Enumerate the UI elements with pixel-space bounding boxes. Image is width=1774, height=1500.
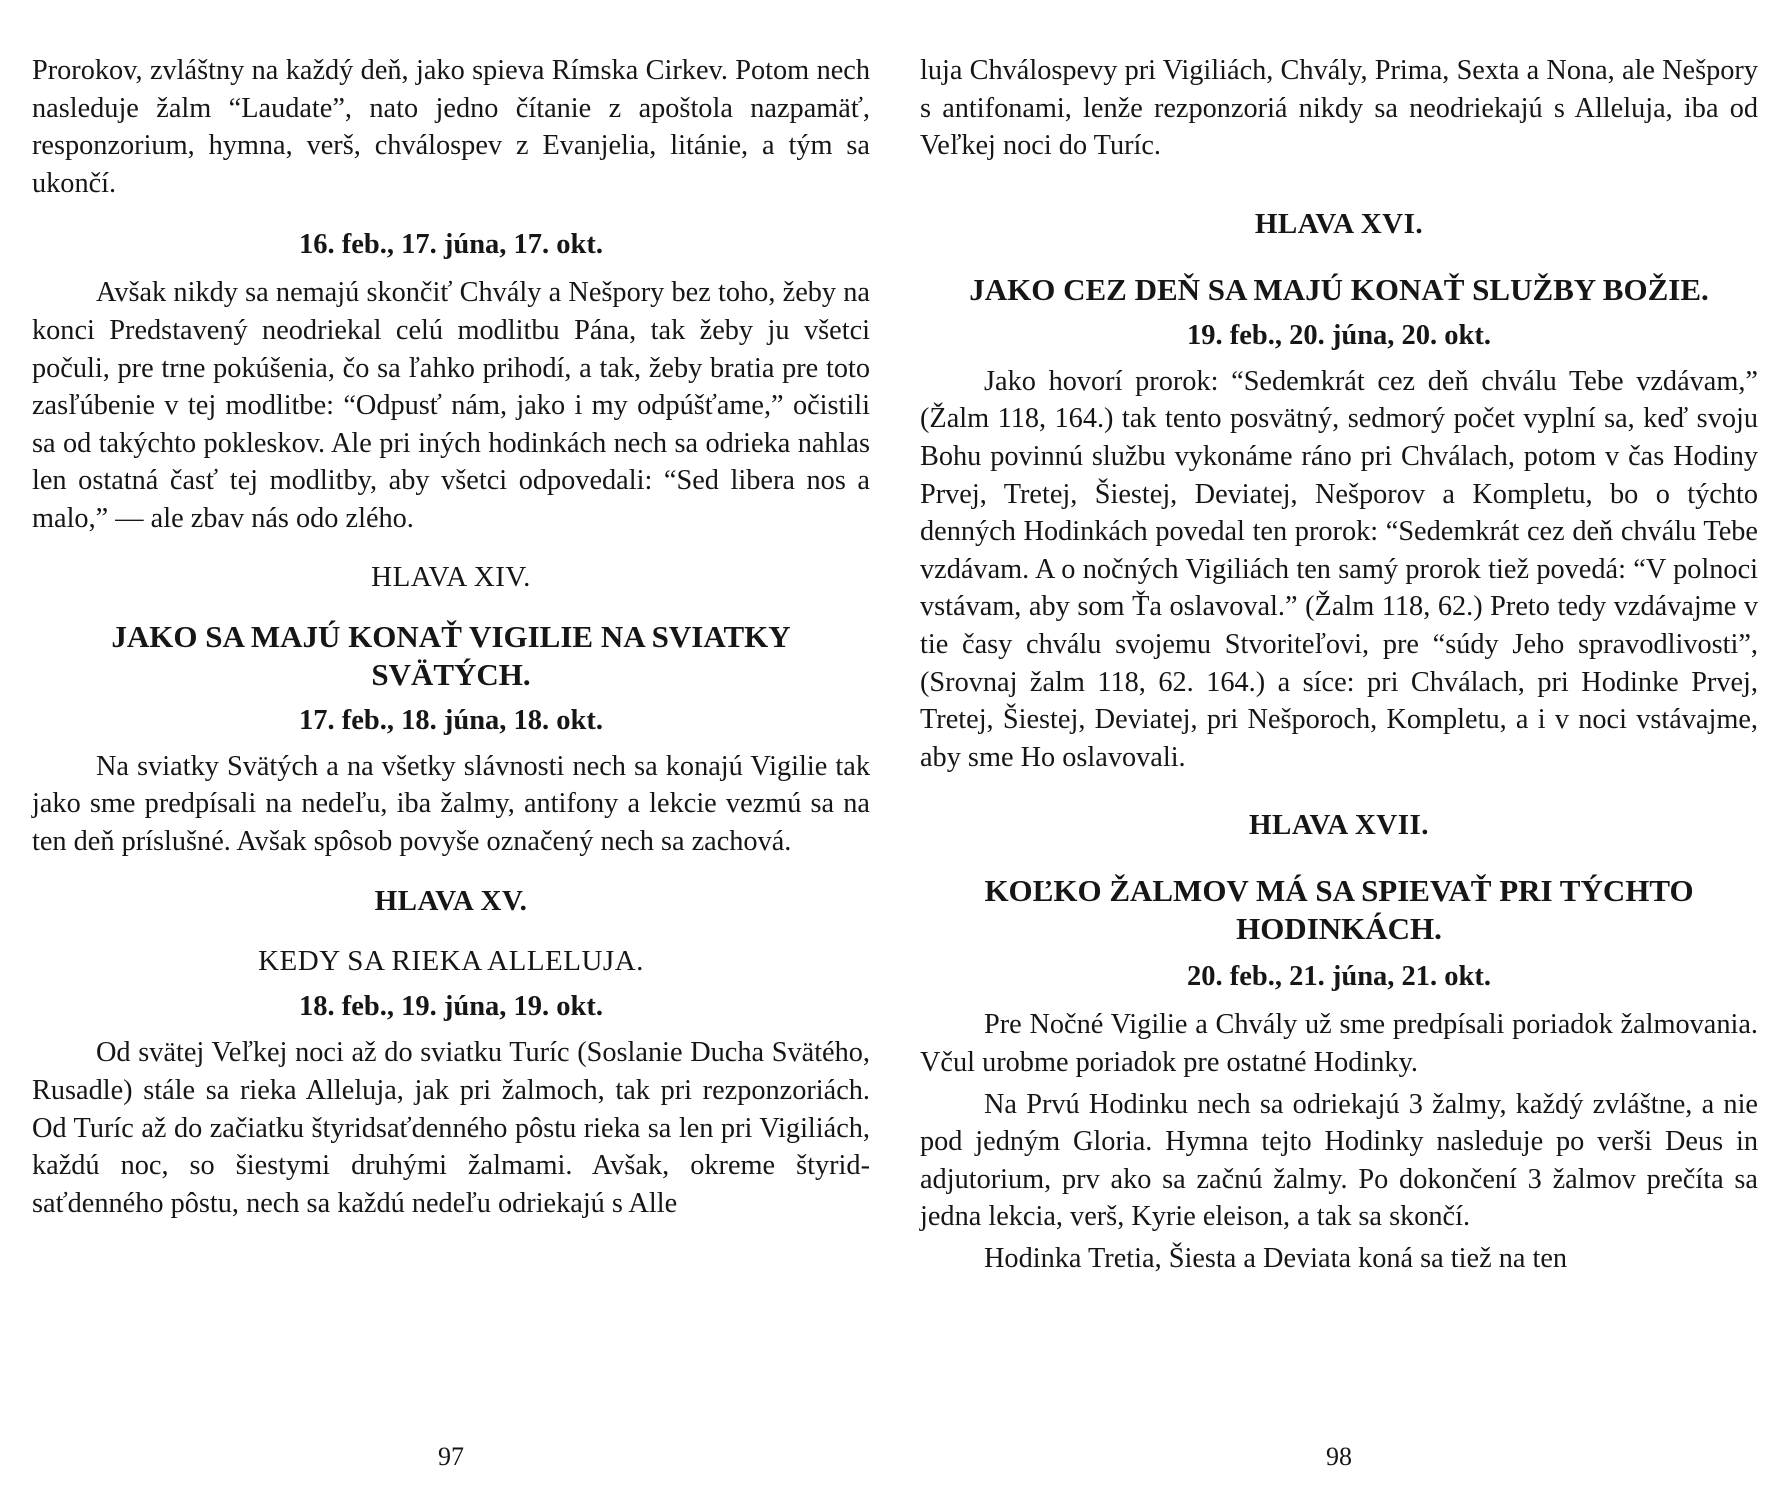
paragraph: Od svätej Veľkej noci až do sviatku Turíc (Soslanie Ducha Svätého, Rusadle) stále sa rieka Alleluja, jak pri žalmoch, tak pri rezponzoriách. Od Turíc až do začiatku štyridsaťdenného pôstu rieka sa len pri Vigiliách, každú noc, so šiestymi druhými žalmami. Avšak, okreme štyridsaťdenného pôstu, nech sa každú nedeľu odriekajú s Alle — [32, 1037, 870, 1219]
chapter-title: JAKO CEZ DEŇ SA MAJÚ KONAŤ SLUŽBY BOŽIE. — [969, 271, 1709, 307]
chapter-title: KEDY SA RIEKA ALLELUJA. — [258, 945, 644, 978]
paragraph: luja Chválospevy pri Vigiliách, Chvály, Prima, Sexta a Nona, ale Nešpory s antifonami, lenže rezponzoriá nikdy sa neodriekajú s Alleluja, iba od Veľkej noci do Turíc. — [920, 55, 1758, 162]
paragraph: Hodinka Tretia, Šiesta a Deviata koná sa tiež na ten — [984, 1242, 1568, 1274]
date-heading: 19. feb., 20. júna, 20. okt. — [1186, 319, 1492, 351]
page-number: 98 — [1326, 1442, 1352, 1471]
date-heading: 16. feb., 17. júna, 17. okt. — [298, 229, 604, 261]
chapter-title: KOĽKO ŽALMOV MÁ SA SPIEVAŤ PRI TÝCHTO HODINKÁCH. — [984, 873, 1694, 947]
paragraph: Pre Nočné Vigilie a Chvály už sme predpísali poriadok žalmovania. Včul urobme poriadok pre ostatné Hodinky. — [920, 1009, 1758, 1078]
date-heading: 17. feb., 18. júna, 18. okt. — [298, 704, 604, 736]
right-page — [920, 52, 1758, 1492]
paragraph: Prorokov, zvláštny na každý deň, jako spieva Rímska Cirkev. Potom nech nasleduje žalm “Laudate”, nato jedno čítanie z apoštola nazpamäť, responzorium, hymna, verš, chválospev z Evanjelia, litánie, a tým sa ukončí. — [32, 55, 870, 199]
paragraph: Avšak nikdy sa nemajú skončiť Chvály a Nešpory bez toho, žeby na konci Predstavený neodriekal celú modlitbu Pána, tak žeby ju všetci počuli, pre trne pokúšenia, čo sa ľahko prihodí, a tak, žeby bratia pre toto zasľúbenie v tej modlitbe: “Odpusť nám, jako i my odpúšťame,” očistili sa od takýchto pokleskov. Ale pri iných hodinkách nech sa odrieka nahlas len ostatná časť tej modlitby, aby všetci odpovedali: “Sed libera nos a malo,” — ale zbav nás odo zlého. — [32, 277, 870, 534]
paragraph: Na sviatky Svätých a na všetky slávnosti nech sa konajú Vigilie tak jako sme predpísali na nedeľu, iba žalmy, antifony a lekcie vezmú sa na ten deň príslušné. Avšak spôsob povyše označený nech sa zachová. — [32, 750, 870, 857]
chapter-heading: HLAVA XIV. — [371, 560, 531, 593]
paragraph: Jako hovorí prorok: “Sedemkrát cez deň chválu Tebe vzdávam,” (Žalm 118, 164.) tak tento posvätný, sedmorý počet vyplní sa, keď svoju Bohu povinnú službu vykonáme ráno pri Chválach, potom v čas Hodiny Prvej, Tretej, Šiestej, Deviatej, Nešporov a Kompletu, bo o týchto denných Hodinkách povedal ten prorok: “Sedemkrát cez deň chválu Tebe vzdávam. A o nočných Vigiliách ten samý prorok tiež povedá: “V polnoci vstávam, aby som Ťa oslavoval.” (Žalm 118, 62.) Preto tedy vzdávajme v tie časy chválu svojemu Stvoriteľovi, pre “súdy Jeho spravodlivosti”, (Srovnaj žalm 118, 62. 164.) a síce: pri Chválach, pri Hodinke Prvej, Tretej, Šiestej, Deviatej, pri Nešporoch, Kompletu, a i v noci vstávajme, aby sme Ho oslavovali. — [920, 365, 1758, 773]
paragraph: Na Prvú Hodinku nech sa odriekajú 3 žalmy, každý zvláštne, a nie pod jedným Gloria. Hymna tejto Hodinky nasleduje po verši Deus in adjutorium, prv ako sa začnú žalmy. Po dokončení 3 žalmov prečíta sa jedna lekcia, verš, Kyrie eleison, a tak sa skončí. — [920, 1088, 1758, 1233]
page-number: 97 — [438, 1442, 464, 1471]
chapter-title: JAKO SA MAJÚ KONAŤ VIGILIE NA SVIATKY SVÄTÝCH. — [111, 618, 791, 692]
chapter-heading: HLAVA XV. — [374, 885, 528, 918]
chapter-heading: HLAVA XVI. — [1254, 207, 1424, 240]
date-heading: 18. feb., 19. júna, 19. okt. — [298, 991, 604, 1023]
chapter-heading: HLAVA XVII. — [1248, 809, 1430, 842]
left-page — [32, 52, 870, 1492]
date-heading: 20. feb., 21. júna, 21. okt. — [1186, 961, 1492, 993]
